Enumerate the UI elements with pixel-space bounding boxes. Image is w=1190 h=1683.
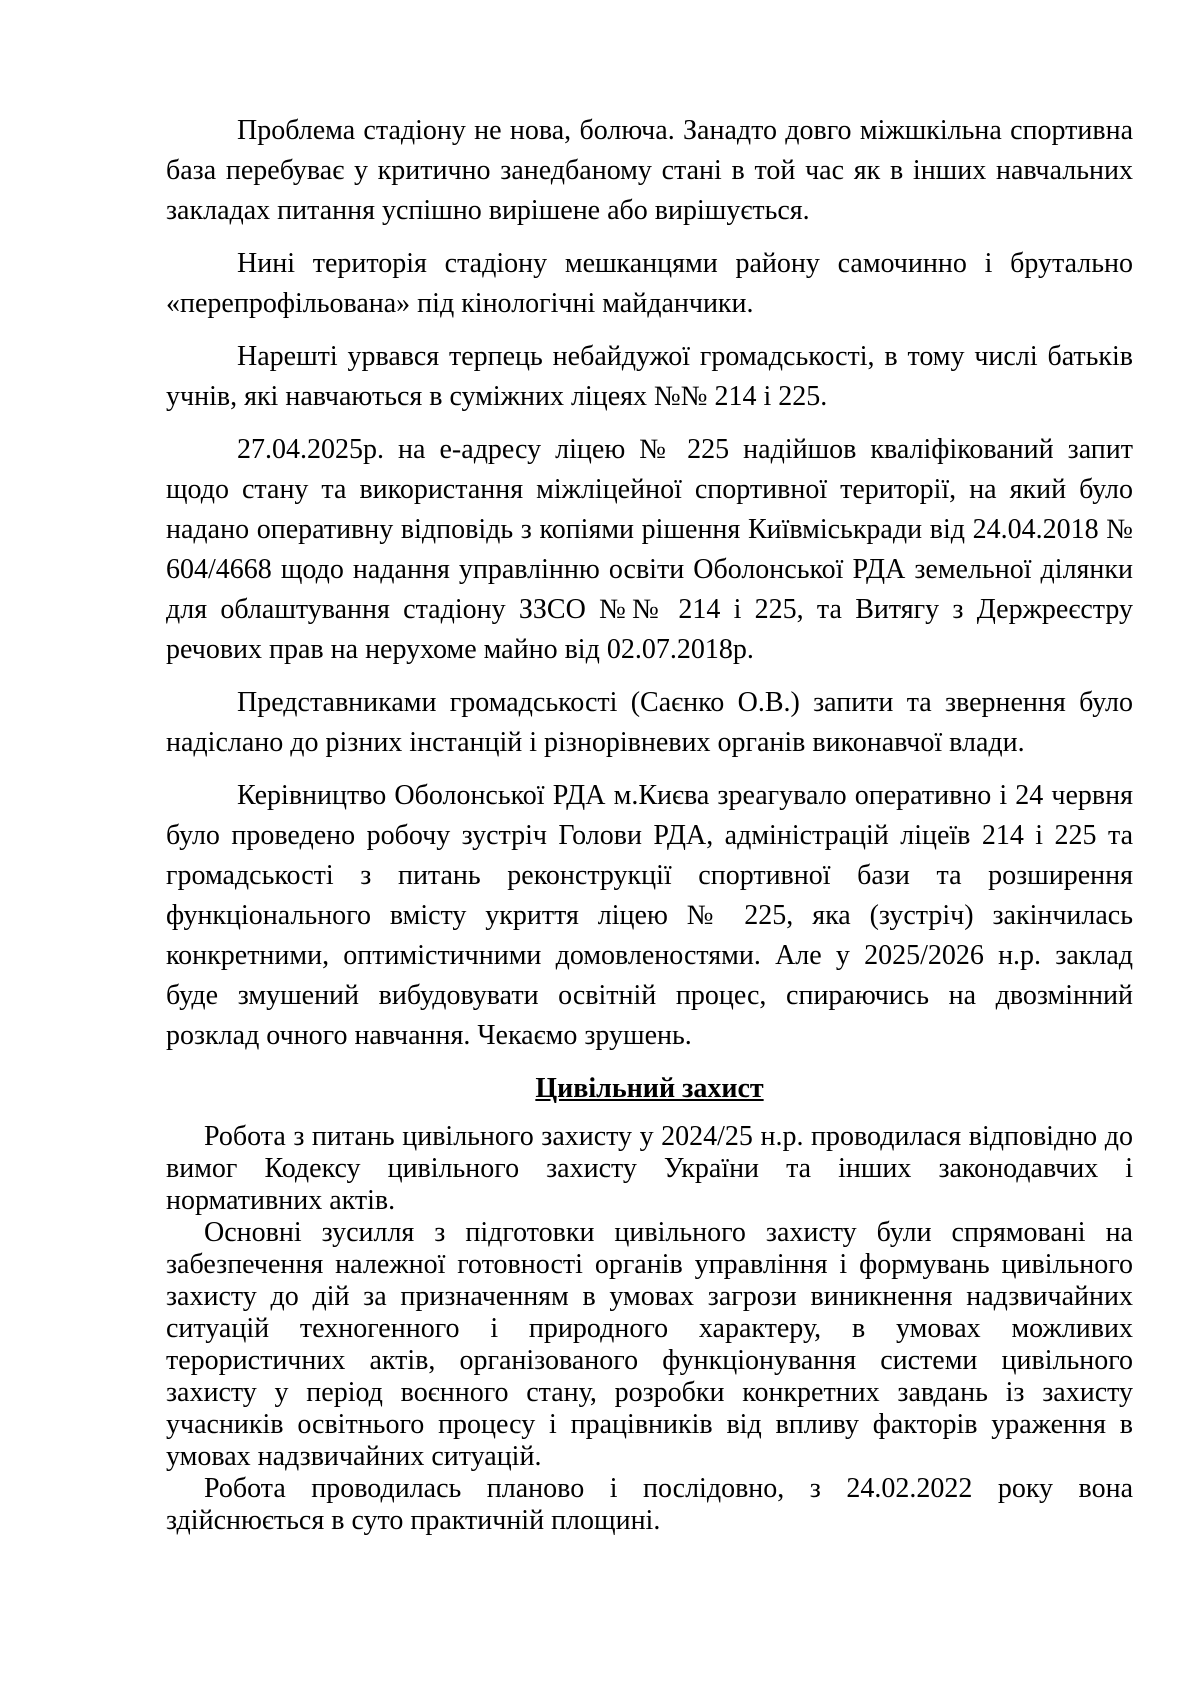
paragraph-civil-defense-work: Робота з питань цивільного захисту у 2024/25 н.р. проводилася відповідно до вимог Кодексу цивільного захисту України та інших законодавчих і нормативних актів. (166, 1121, 1133, 1216)
document-text-block (166, 111, 1133, 1537)
paragraph-rda-meeting: Керівництво Оболонської РДА м.Києва зреагувало оперативно і 24 червня було проведено робочу зустріч Голови РДА, адміністрацій ліцеїв 214 і 225 та громадськості з питань реконструкції спортивної бази та розширення функціонального вмісту укриття ліцею № 225, яка (зустріч) закінчилась конкретними, оптимістичними домовленостями. Але у 2025/2026 н.р. заклад буде змушений вибудовувати освітній процес, спираючись на двозмінний розклад очного навчання. Чекаємо зрушень. (166, 780, 1133, 1051)
paragraph-inquiry-response: 27.04.2025р. на е-адресу ліцею № 225 надійшов кваліфікований запит щодо стану та використання міжліцейної спортивної території, на який було надано оперативну відповідь з копіями рішення Київміськради від 24.04.2018 № 604/4668 щодо надання управлінню освіти Оболонської РДА земельної ділянки для облаштування стадіону ЗЗСО №№ 214 і 225, та Витягу з Держреєстру речових прав на нерухоме майно від 02.07.2018р. (166, 434, 1133, 665)
section-heading-civil-defense: Цивільний захист (535, 1073, 764, 1104)
paragraph-stadium-problem: Проблема стадіону не нова, болюча. Занадто довго міжшкільна спортивна база перебуває у критично занедбаному стані в той час як в інших навчальних закладах питання успішно вирішене або вирішується. (166, 115, 1133, 226)
section-stadium (166, 111, 1133, 1056)
section-civil-defense (166, 1069, 1133, 1537)
paragraph-community-requests: Представниками громадськості (Саєнко О.В.) запити та звернення було надіслано до різних інстанцій і різнорівневих органів виконавчої влади. (166, 687, 1133, 758)
paragraph-civil-defense-practical: Робота проводилась планово і послідовно, з 24.02.2022 року вона здійснюється в суто практичній площині. (166, 1473, 1133, 1536)
paragraph-community-patience: Нарешті урвався терпець небайдужої громадськості, в тому числі батьків учнів, які навчаються в суміжних ліцеях №№ 214 і 225. (166, 341, 1133, 412)
paragraph-territory-repurposed: Нині територія стадіону мешканцями району самочинно і брутально «перепрофільована» під кінологічні майданчики. (166, 248, 1133, 319)
paragraph-civil-defense-main-efforts: Основні зусилля з підготовки цивільного захисту були спрямовані на забезпечення належної готовності органів управління і формувань цивільного захисту до дій за призначенням в умовах загрози виникнення надзвичайних ситуацій техногенного і природного характеру, в умовах можливих терористичних актів, організованого функціонування системи цивільного захисту у період воєнного стану, розробки конкретних завдань із захисту учасників освітнього процесу і працівників від впливу факторів ураження в умовах надзвичайних ситуацій. (166, 1217, 1133, 1472)
